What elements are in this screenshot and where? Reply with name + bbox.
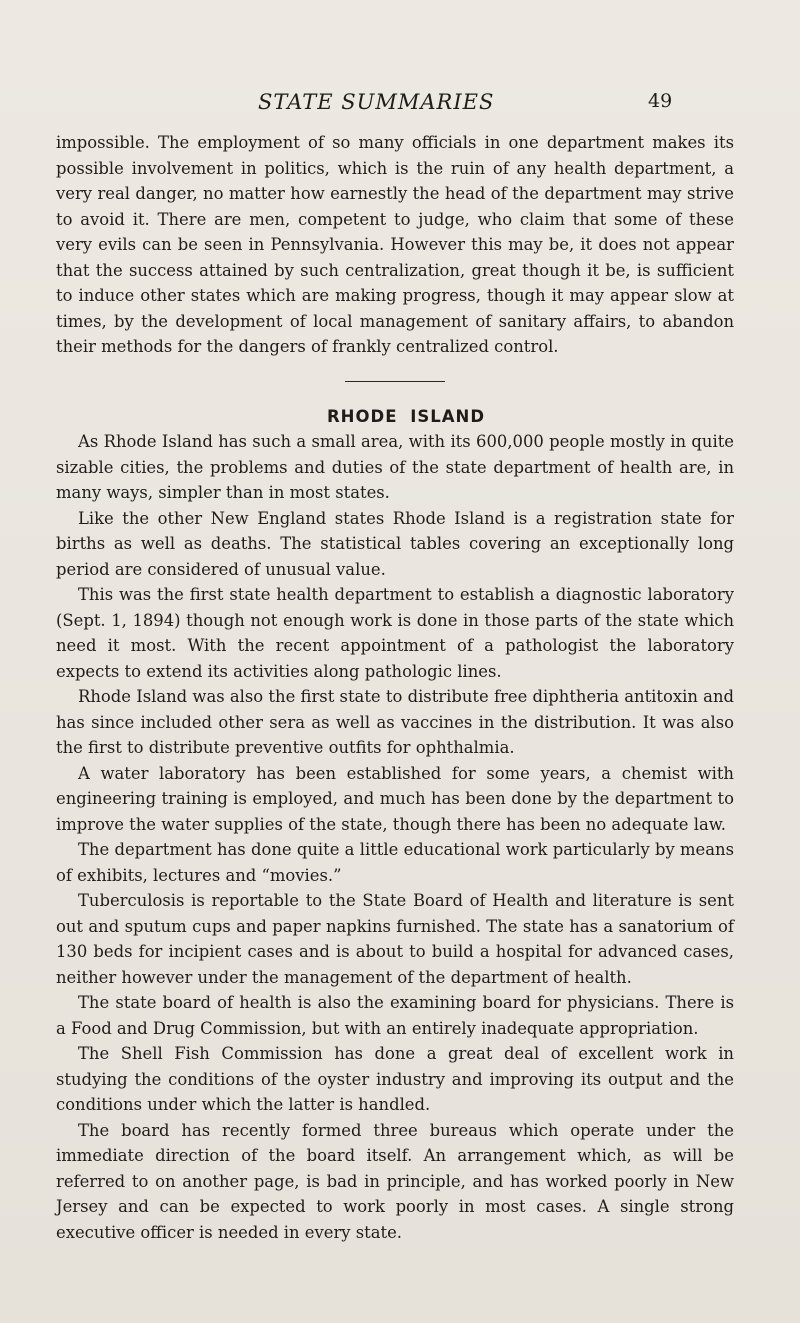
paragraph-examining-board: The state board of health is also the examining board for physicians. There is a Food and Drug Commission, but with an entirely inadequate appropriation.	[56, 993, 734, 1038]
page-number: 49	[648, 90, 673, 112]
paragraph-laboratory: This was the first state health department to establish a diagnostic laboratory (Sept. 1, 1894) though not enough work is done in those parts of the state which need it most. With the recent appointment of a pathologist the laboratory expects to extend its activities along pathologic lines.	[56, 585, 734, 681]
paragraph-educational-work: The department has done quite a little educational work particularly by means of exhibits, lectures and “movies.”	[56, 840, 734, 885]
running-header	[0, 90, 800, 120]
running-title: STATE SUMMARIES	[258, 90, 495, 114]
paragraph-water-laboratory: A water laboratory has been established for some years, a chemist with engineering training is employed, and much has been done by the department to improve the water supplies of the state, though there has been no adequate law.	[56, 763, 734, 834]
paragraph-registration: Like the other New England states Rhode Island is a registration state for births as well as deaths. The statistical tables covering an exceptionally long period are considered of unusual value.	[56, 508, 734, 579]
paragraph-area-population: As Rhode Island has such a small area, with its 600,000 people mostly in quite sizable cities, the problems and duties of the state department of health are, in many ways, simpler than in most states.	[56, 432, 734, 502]
body-text	[56, 130, 734, 1245]
paragraph-tuberculosis: Tuberculosis is reportable to the State Board of Health and literature is sent out and sputum cups and paper napkins furnished. The state has a sanatorium of 130 beds for incipient cases and is about to build a hospital for advanced cases, neither however under the management of the department of health.	[56, 891, 734, 987]
section-divider	[345, 381, 445, 382]
paragraph-bureaus: The board has recently formed three bureaus which operate under the immediate direction of the board itself. An arrangement which, as will be referred to on another page, is bad in principle, and has worked poorly in New Jersey and can be expected to work poorly in most cases. A single strong executive officer is needed in every state.	[56, 1120, 734, 1242]
paragraph-antitoxin: Rhode Island was also the first state to distribute free diphtheria antitoxin and has since included other sera as well as vaccines in the distribution. It was also the first to distribute preventive outfits for ophthalmia.	[56, 687, 734, 757]
paragraph-shell-fish: The Shell Fish Commission has done a great deal of excellent work in studying the conditions of the oyster industry and improving its output and the conditions under which the latter is handled.	[56, 1044, 734, 1114]
section-heading: RHODE ISLAND	[326, 406, 486, 426]
intro-paragraph: impossible. The employment of so many officials in one department makes its possible involvement in politics, which is the ruin of any health department, a very real danger, no matter how earnestly the head of the department may strive to avoid it. There are men, competent to judge, who claim that some of these very evils can be seen in Pennsylvania. However this may be, it does not appear that the success attained by such centralization, great though it be, is sufficient to induce other states which are making progress, though it may appear slow at times, by the development of local management of sanitary affairs, to abandon their methods for the dangers of frankly centralized control.	[56, 133, 734, 356]
